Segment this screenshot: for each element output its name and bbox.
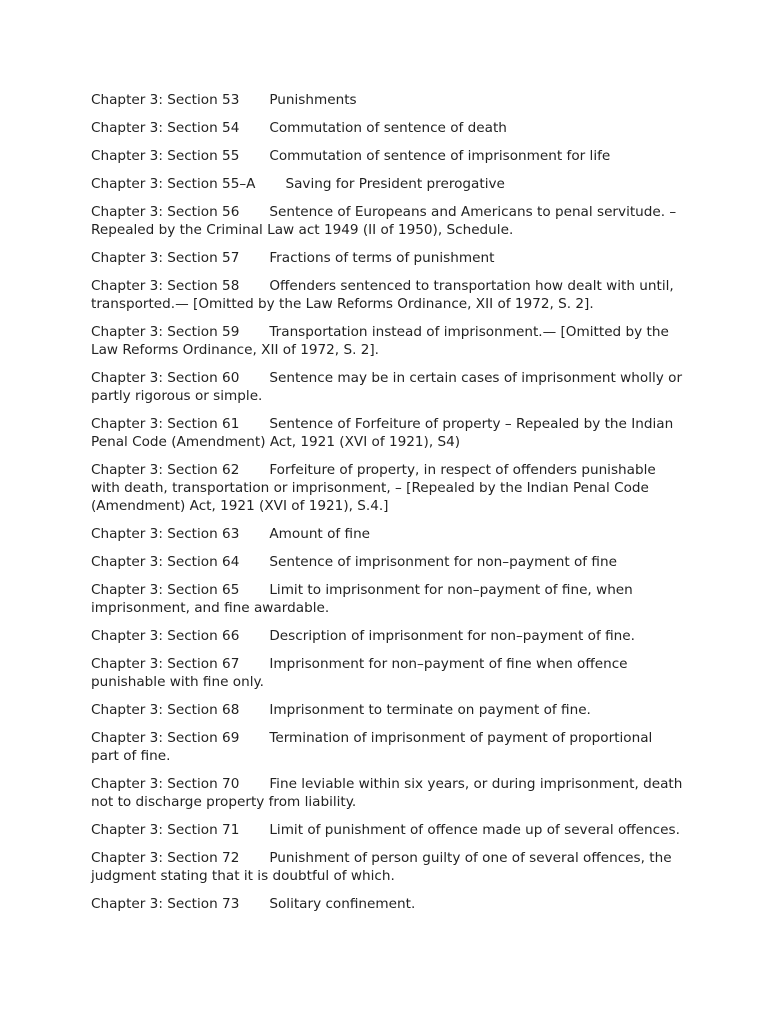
section-title: Punishments [269,92,357,108]
document-page [91,91,683,923]
section-ref: Chapter 3: Section 59 [91,324,240,340]
section-ref: Chapter 3: Section 69 [91,730,240,746]
section-title: Commutation of sentence of death [269,120,507,136]
section-entry [91,461,683,515]
section-entry [91,821,683,839]
section-title: Imprisonment for non–payment of fine when offence punishable with fine only. [91,656,628,690]
section-ref: Chapter 3: Section 58 [91,278,240,294]
section-title: Saving for President prerogative [285,176,505,192]
section-ref: Chapter 3: Section 61 [91,416,240,432]
section-entry [91,249,683,267]
section-title: Imprisonment to terminate on payment of fine. [269,702,591,718]
section-title: Sentence of Europeans and Americans to penal servitude. – Repealed by the Criminal Law act 1949 (II of 1950), Schedule. [91,204,677,238]
section-ref: Chapter 3: Section 57 [91,250,240,266]
section-entry [91,627,683,645]
section-ref: Chapter 3: Section 68 [91,702,240,718]
section-ref: Chapter 3: Section 67 [91,656,240,672]
section-ref: Chapter 3: Section 56 [91,204,240,220]
section-entry [91,525,683,543]
section-ref: Chapter 3: Section 62 [91,462,240,478]
section-title: Sentence of imprisonment for non–payment of fine [269,554,617,570]
section-ref: Chapter 3: Section 66 [91,628,240,644]
section-entry [91,701,683,719]
section-entry [91,581,683,617]
section-title: Forfeiture of property, in respect of offenders punishable with death, transportation or imprisonment, – [Repealed by the Indian Penal Code (Amendment) Act, 1921 (XVI of 1921), S.4.] [91,462,656,514]
section-ref: Chapter 3: Section 55–A [91,176,256,192]
section-ref: Chapter 3: Section 54 [91,120,240,136]
section-entry [91,91,683,109]
section-entry [91,553,683,571]
section-ref: Chapter 3: Section 64 [91,554,240,570]
section-title: Offenders sentenced to transportation how dealt with until, transported.— [Omitted by the Law Reforms Ordinance, XII of 1972, S. 2]. [91,278,674,312]
section-ref: Chapter 3: Section 65 [91,582,240,598]
section-entry [91,119,683,137]
section-ref: Chapter 3: Section 73 [91,896,240,912]
section-entry [91,203,683,239]
section-entry [91,775,683,811]
section-title: Limit to imprisonment for non–payment of fine, when imprisonment, and fine awardable. [91,582,633,616]
section-title: Punishment of person guilty of one of several offences, the judgment stating that it is doubtful of which. [91,850,672,884]
section-title: Termination of imprisonment of payment of proportional part of fine. [91,730,653,764]
section-title: Commutation of sentence of imprisonment for life [269,148,611,164]
section-entry [91,849,683,885]
section-title: Sentence may be in certain cases of imprisonment wholly or partly rigorous or simple. [91,370,683,404]
section-entry [91,895,683,913]
section-title: Amount of fine [269,526,371,542]
section-entry [91,415,683,451]
section-ref: Chapter 3: Section 60 [91,370,240,386]
section-title: Transportation instead of imprisonment.— [Omitted by the Law Reforms Ordinance, XII of 1972, S. 2]. [91,324,669,358]
section-entry [91,655,683,691]
section-entry [91,369,683,405]
section-title: Fractions of terms of punishment [269,250,495,266]
section-title: Limit of punishment of offence made up of several offences. [269,822,680,838]
section-ref: Chapter 3: Section 55 [91,148,240,164]
section-title: Sentence of Forfeiture of property – Repealed by the Indian Penal Code (Amendment) Act, 1921 (XVI of 1921), S4) [91,416,674,450]
section-title: Description of imprisonment for non–payment of fine. [269,628,635,644]
section-entry [91,277,683,313]
section-ref: Chapter 3: Section 70 [91,776,240,792]
section-title: Solitary confinement. [269,896,416,912]
section-entry [91,175,683,193]
section-ref: Chapter 3: Section 71 [91,822,240,838]
section-ref: Chapter 3: Section 63 [91,526,240,542]
section-entry [91,729,683,765]
section-entry [91,323,683,359]
section-title: Fine leviable within six years, or during imprisonment, death not to discharge property from liability. [91,776,683,810]
section-ref: Chapter 3: Section 72 [91,850,240,866]
section-ref: Chapter 3: Section 53 [91,92,240,108]
section-entry [91,147,683,165]
